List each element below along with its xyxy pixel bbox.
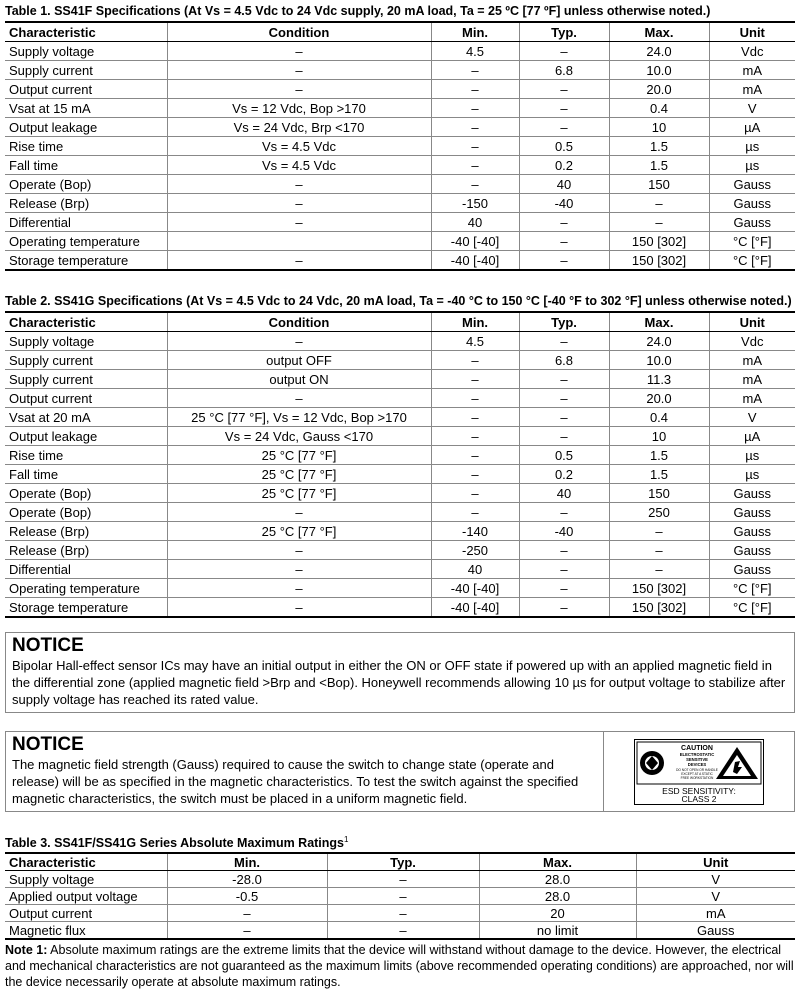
table-cell: 10 [609, 427, 709, 446]
table1-header-row [5, 22, 795, 42]
table-cell: – [167, 922, 327, 940]
table-row [5, 598, 795, 618]
table3-column-header: Characteristic [5, 853, 167, 871]
table2-column-header: Condition [167, 312, 431, 332]
notice-box-2 [5, 731, 795, 812]
table-row [5, 522, 795, 541]
table-cell: 4.5 [431, 332, 519, 351]
table-cell: Operate (Bop) [5, 484, 167, 503]
table-cell: – [431, 503, 519, 522]
table-cell: Operate (Bop) [5, 503, 167, 522]
table-cell: V [709, 408, 795, 427]
table-cell: mA [709, 351, 795, 370]
table-cell: µs [709, 446, 795, 465]
table-row [5, 503, 795, 522]
table-cell: Output leakage [5, 427, 167, 446]
table-row [5, 408, 795, 427]
table-cell: – [327, 905, 479, 922]
table-row [5, 541, 795, 560]
table-cell: -28.0 [167, 871, 327, 888]
table-cell: – [609, 194, 709, 213]
table-cell: mA [636, 905, 795, 922]
table-cell: °C [°F] [709, 579, 795, 598]
table-cell: – [167, 251, 431, 271]
footnote [5, 942, 795, 990]
table1 [5, 21, 795, 271]
table-cell: – [167, 579, 431, 598]
datasheet-page [5, 3, 795, 990]
table-cell: – [519, 80, 609, 99]
table-row [5, 465, 795, 484]
table-cell: Supply current [5, 61, 167, 80]
footnote-label: Note 1: [5, 943, 48, 958]
table-cell: -0.5 [167, 888, 327, 905]
table2-header-row [5, 312, 795, 332]
table-cell: Output current [5, 905, 167, 922]
table-cell: – [327, 922, 479, 940]
table-cell: -250 [431, 541, 519, 560]
table-cell: – [167, 905, 327, 922]
table-cell: Operating temperature [5, 232, 167, 251]
table-cell: 40 [519, 484, 609, 503]
table-cell: Vs = 24 Vdc, Gauss <170 [167, 427, 431, 446]
table3-column-header: Unit [636, 853, 795, 871]
table-cell: Vdc [709, 42, 795, 61]
footnote-text: Absolute maximum ratings are the extreme limits that the device will withstand without damage to the device. However, the electrical and mechanical characteristics are not guaranteed as the maximum limits (above recommended operating conditions) are approached, nor will the device necessarily operate at absolute maximum ratings. [5, 943, 794, 990]
table-cell: – [167, 503, 431, 522]
table-cell: 40 [431, 213, 519, 232]
table-cell: 150 [609, 484, 709, 503]
table-cell: Gauss [709, 503, 795, 522]
table-cell: 20 [479, 905, 636, 922]
table-cell: Gauss [709, 560, 795, 579]
table-cell: – [519, 232, 609, 251]
table-cell: – [519, 332, 609, 351]
table-cell: °C [°F] [709, 232, 795, 251]
table-cell: – [167, 389, 431, 408]
table-cell: Gauss [709, 194, 795, 213]
table-cell: – [431, 61, 519, 80]
table-cell: – [327, 888, 479, 905]
table2-column-header: Max. [609, 312, 709, 332]
table-cell: – [519, 213, 609, 232]
table-cell: 0.2 [519, 156, 609, 175]
table-row [5, 370, 795, 389]
table-cell: 28.0 [479, 888, 636, 905]
table-cell: Gauss [709, 522, 795, 541]
table-cell: 150 [609, 175, 709, 194]
table-cell: – [431, 118, 519, 137]
table-cell: Magnetic flux [5, 922, 167, 940]
table-cell: – [519, 118, 609, 137]
table-cell: Operating temperature [5, 579, 167, 598]
table-cell: – [167, 213, 431, 232]
table-cell: Rise time [5, 446, 167, 465]
table-cell: – [431, 156, 519, 175]
table-cell: V [636, 888, 795, 905]
table-cell: – [519, 503, 609, 522]
footnote-ref: 1 [344, 835, 349, 844]
table-cell: Storage temperature [5, 251, 167, 271]
table-cell: Vs = 24 Vdc, Brp <170 [167, 118, 431, 137]
table-cell: – [167, 194, 431, 213]
table-cell: 6.8 [519, 351, 609, 370]
table-cell: 28.0 [479, 871, 636, 888]
notice-text: Bipolar Hall-effect sensor ICs may have an initial output in either the ON or OFF state if powered up with an applied magnetic field in the differential zone (applied magnetic field >Brp and <Bop). Honeywell recommends allowing 10 µs for output voltage to stabilize after supply voltage has reached its rated value. [12, 658, 786, 707]
table-cell: Gauss [709, 213, 795, 232]
table-cell: – [609, 560, 709, 579]
table-row [5, 118, 795, 137]
table-cell: 1.5 [609, 156, 709, 175]
table-cell: µA [709, 118, 795, 137]
table-cell: Vs = 4.5 Vdc [167, 156, 431, 175]
table-cell: Supply current [5, 370, 167, 389]
table-cell: 0.2 [519, 465, 609, 484]
table-cell: Fall time [5, 156, 167, 175]
table-cell: µA [709, 427, 795, 446]
table-cell: Supply voltage [5, 332, 167, 351]
table-cell: no limit [479, 922, 636, 940]
table3-caption [5, 832, 795, 851]
esd-class-text: CLASS 2 [681, 793, 717, 804]
table-row [5, 156, 795, 175]
table-cell: – [167, 42, 431, 61]
table-cell: – [519, 42, 609, 61]
notice-box-1 [5, 632, 795, 713]
table-cell: -40 [519, 522, 609, 541]
table-cell: 20.0 [609, 389, 709, 408]
table-cell: – [519, 579, 609, 598]
table-row [5, 922, 795, 940]
table-cell: 25 °C [77 °F] [167, 484, 431, 503]
table-cell: 0.4 [609, 408, 709, 427]
table-cell: Release (Brp) [5, 522, 167, 541]
table-cell: Fall time [5, 465, 167, 484]
table-cell: – [167, 560, 431, 579]
table2-column-header: Characteristic [5, 312, 167, 332]
table3-column-header: Min. [167, 853, 327, 871]
table-cell: Storage temperature [5, 598, 167, 618]
table-cell: – [519, 598, 609, 618]
table-cell: -150 [431, 194, 519, 213]
table-cell: Differential [5, 560, 167, 579]
table-cell: – [431, 370, 519, 389]
table-cell: Gauss [636, 922, 795, 940]
table-cell: Supply current [5, 351, 167, 370]
table-cell: Vs = 4.5 Vdc [167, 137, 431, 156]
table-cell: – [431, 351, 519, 370]
table-cell: output ON [167, 370, 431, 389]
table-row [5, 61, 795, 80]
esd-line-3: DEVICES [687, 761, 707, 767]
table-cell: 25 °C [77 °F] [167, 522, 431, 541]
table-cell: Operate (Bop) [5, 175, 167, 194]
table-cell: -40 [-40] [431, 251, 519, 271]
table-row [5, 194, 795, 213]
table-cell: – [519, 389, 609, 408]
table-cell: mA [709, 389, 795, 408]
table-cell: Vdc [709, 332, 795, 351]
esd-line-1: ELECTROSTATIC [679, 751, 715, 757]
table-cell: V [636, 871, 795, 888]
table-cell: Output current [5, 80, 167, 99]
table-cell: – [519, 99, 609, 118]
table-cell: 11.3 [609, 370, 709, 389]
table-row [5, 213, 795, 232]
table-cell: 150 [302] [609, 251, 709, 271]
table-row [5, 232, 795, 251]
table-row [5, 99, 795, 118]
table-row [5, 351, 795, 370]
table-cell: Supply voltage [5, 42, 167, 61]
table1-caption: Table 1. SS41F Specifications (At Vs = 4.5 Vdc to 24 Vdc supply, 20 mA load, Ta = 25 ºC [77 ºF] unless otherwise noted.) [5, 4, 711, 18]
table2-column-header: Min. [431, 312, 519, 332]
table-cell: °C [°F] [709, 251, 795, 271]
table-cell: Vsat at 15 mA [5, 99, 167, 118]
table-cell: output OFF [167, 351, 431, 370]
table-cell: 20.0 [609, 80, 709, 99]
table-cell: Release (Brp) [5, 194, 167, 213]
table-cell: 150 [302] [609, 598, 709, 618]
table-cell: mA [709, 80, 795, 99]
esd-warning-icon [634, 739, 764, 805]
table1-column-header: Characteristic [5, 22, 167, 42]
table-cell: mA [709, 370, 795, 389]
table-cell: Gauss [709, 175, 795, 194]
table3 [5, 852, 795, 940]
table3-caption-text: Table 3. SS41F/SS41G Series Absolute Maximum Ratings [5, 836, 345, 851]
table-cell: 150 [302] [609, 232, 709, 251]
table-row [5, 871, 795, 888]
table2-column-header: Unit [709, 312, 795, 332]
table-row [5, 389, 795, 408]
table-cell: Release (Brp) [5, 541, 167, 560]
table-cell: 0.5 [519, 137, 609, 156]
table-cell: -140 [431, 522, 519, 541]
table-cell: 250 [609, 503, 709, 522]
table-cell: – [519, 251, 609, 271]
table-cell: – [167, 80, 431, 99]
table-cell: -40 [-40] [431, 579, 519, 598]
table1-column-header: Typ. [519, 22, 609, 42]
table-row [5, 251, 795, 271]
table-row [5, 137, 795, 156]
table-cell: – [431, 465, 519, 484]
table-cell: – [519, 427, 609, 446]
table-cell: – [167, 61, 431, 80]
table-cell: – [431, 175, 519, 194]
table-cell: 0.4 [609, 99, 709, 118]
table-row [5, 427, 795, 446]
table-cell: 1.5 [609, 137, 709, 156]
table-cell: – [431, 80, 519, 99]
table1-column-header: Max. [609, 22, 709, 42]
table2 [5, 311, 795, 618]
table3-column-header: Max. [479, 853, 636, 871]
table-cell: – [431, 427, 519, 446]
table-cell: 1.5 [609, 446, 709, 465]
table-cell: 24.0 [609, 332, 709, 351]
table-cell: – [167, 332, 431, 351]
table-cell: Applied output voltage [5, 888, 167, 905]
table-cell: – [431, 389, 519, 408]
table-cell: 24.0 [609, 42, 709, 61]
esd-caution-text: CAUTION [681, 744, 713, 752]
table-cell: – [609, 541, 709, 560]
notice-text: The magnetic field strength (Gauss) required to cause the switch to change state (operate and release) will be as specified in the magnetic characteristics. To test the switch against the specified magnetic characteristics, the switch must be placed in a uniform magnetic field. [12, 757, 579, 806]
esd-line-2: SENSITIVE [686, 756, 708, 762]
table-cell: 10.0 [609, 61, 709, 80]
table-cell: 0.5 [519, 446, 609, 465]
table1-column-header: Condition [167, 22, 431, 42]
table-cell: -40 [519, 194, 609, 213]
table-cell: 1.5 [609, 465, 709, 484]
table-cell: – [431, 484, 519, 503]
table3-column-header: Typ. [327, 853, 479, 871]
table-row [5, 42, 795, 61]
table-cell: 10.0 [609, 351, 709, 370]
table-cell: – [431, 99, 519, 118]
table-row [5, 446, 795, 465]
table-cell: – [431, 408, 519, 427]
table-cell: Vs = 12 Vdc, Bop >170 [167, 99, 431, 118]
table-cell: Supply voltage [5, 871, 167, 888]
table-cell: 150 [302] [609, 579, 709, 598]
table-cell: Gauss [709, 484, 795, 503]
table-cell: – [431, 446, 519, 465]
table-cell [167, 232, 431, 251]
table-cell: – [519, 370, 609, 389]
table-cell: Vsat at 20 mA [5, 408, 167, 427]
table-row [5, 332, 795, 351]
table-cell: 40 [519, 175, 609, 194]
table-cell: -40 [-40] [431, 232, 519, 251]
table-cell: µs [709, 137, 795, 156]
table-row [5, 579, 795, 598]
table-cell: – [519, 560, 609, 579]
table-cell: – [519, 408, 609, 427]
table-cell: 25 °C [77 °F] [167, 465, 431, 484]
esd-line-6: FREE WORKSTATION [680, 775, 714, 780]
table-row [5, 175, 795, 194]
table-cell: °C [°F] [709, 598, 795, 618]
table3-header-row [5, 853, 795, 871]
table-cell: Output leakage [5, 118, 167, 137]
table-row [5, 80, 795, 99]
notice-title: NOTICE [12, 734, 84, 755]
table-cell: – [431, 137, 519, 156]
table1-column-header: Unit [709, 22, 795, 42]
table-cell: – [609, 522, 709, 541]
table-cell: 25 °C [77 °F], Vs = 12 Vdc, Bop >170 [167, 408, 431, 427]
table-cell: Differential [5, 213, 167, 232]
table-cell: – [167, 598, 431, 618]
table-cell: µs [709, 465, 795, 484]
table-cell: Gauss [709, 541, 795, 560]
notice-title: NOTICE [12, 635, 84, 656]
table-cell: Rise time [5, 137, 167, 156]
table2-column-header: Typ. [519, 312, 609, 332]
table-cell: 25 °C [77 °F] [167, 446, 431, 465]
table-cell: – [167, 175, 431, 194]
table-row [5, 484, 795, 503]
table-row [5, 888, 795, 905]
table-row [5, 560, 795, 579]
table1-column-header: Min. [431, 22, 519, 42]
table-row [5, 905, 795, 922]
table2-caption: Table 2. SS41G Specifications (At Vs = 4.5 Vdc to 24 Vdc, 20 mA load, Ta = -40 °C to 150 °C [-40 °F to 302 °F] unless otherwise noted.) [5, 294, 792, 308]
esd-caution-label [603, 732, 794, 811]
esd-sensitivity-text: ESD SENSITIVITY: [662, 785, 736, 796]
esd-line-4: DO NOT OPEN OR HANDLE [676, 767, 718, 772]
table-cell: V [709, 99, 795, 118]
esd-line-5: EXCEPT AT A STATIC [681, 771, 713, 776]
table-cell: 4.5 [431, 42, 519, 61]
table-cell: Output current [5, 389, 167, 408]
table-cell: – [167, 541, 431, 560]
table-cell: – [519, 541, 609, 560]
table-cell: – [327, 871, 479, 888]
table-cell: µs [709, 156, 795, 175]
table-cell: – [609, 213, 709, 232]
table-cell: 10 [609, 118, 709, 137]
table-cell: -40 [-40] [431, 598, 519, 618]
table-cell: mA [709, 61, 795, 80]
table-cell: 6.8 [519, 61, 609, 80]
table-cell: 40 [431, 560, 519, 579]
